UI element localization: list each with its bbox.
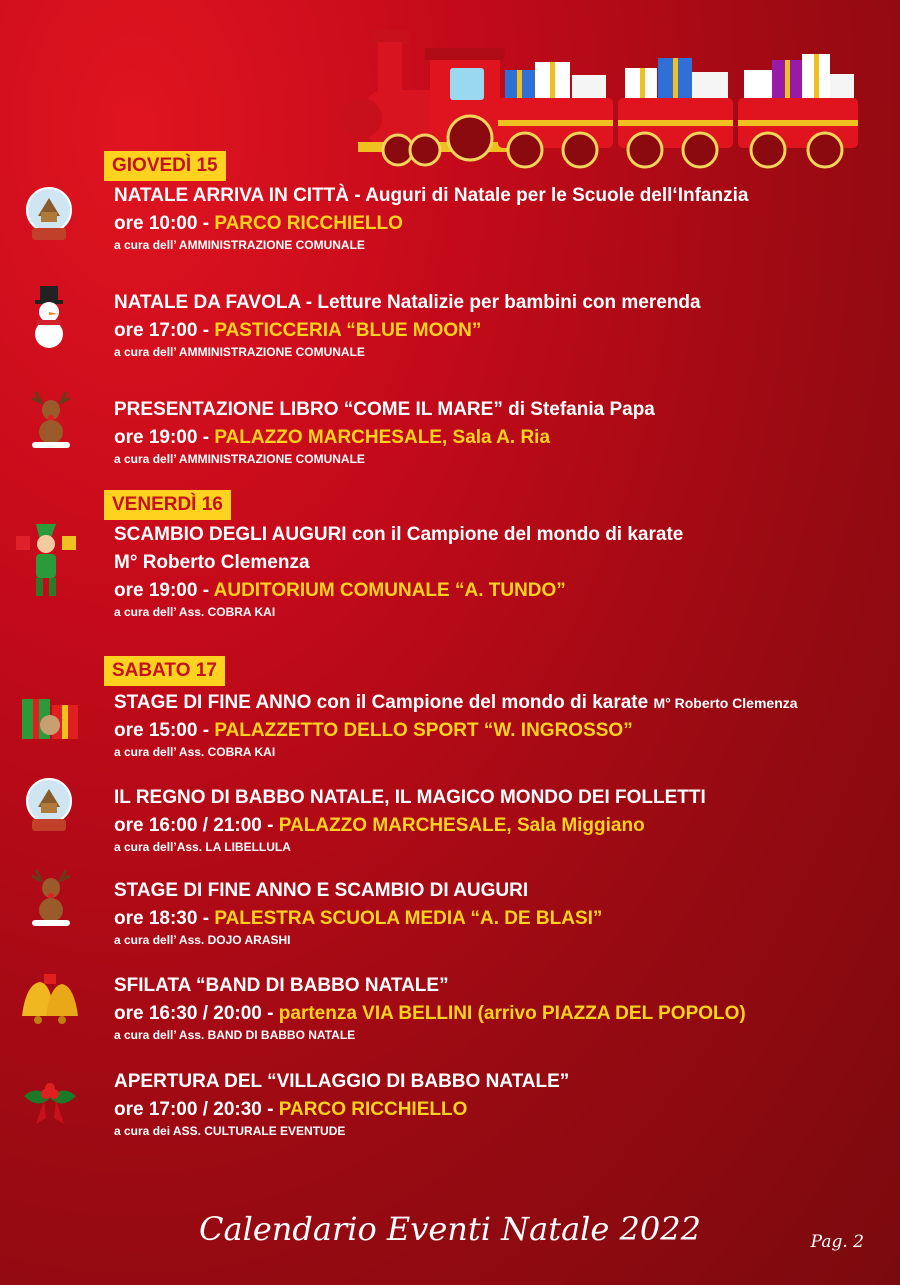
event-time: ore 19:00 - — [114, 427, 215, 448]
event-presentazione-libro — [114, 396, 890, 466]
bells-icon — [16, 972, 82, 1030]
event-title-rest: - Letture Natalizie per bambini con merenda — [300, 292, 701, 313]
event-organizer: a cura dei ASS. CULTURALE EVENTUDE — [114, 1124, 346, 1138]
event-organizer: a cura dell’ AMMINISTRAZIONE COMUNALE — [114, 452, 365, 466]
event-title-rest: - Auguri di Natale per le Scuole dell‘Infanzia — [349, 185, 749, 206]
event-title-line2: M° Roberto Clemenza — [114, 552, 310, 573]
reindeer-icon — [22, 866, 80, 930]
holly-icon — [20, 1070, 80, 1130]
event-title: NATALE ARRIVA IN CITTÀ — [114, 185, 350, 206]
snowman-icon — [20, 284, 78, 348]
event-location: PARCO RICCHIELLO — [214, 213, 403, 234]
event-organizer: a cura dell’ Ass. COBRA KAI — [114, 605, 276, 619]
event-title: STAGE DI FINE ANNO — [114, 692, 312, 713]
event-organizer: a cura dell’ Ass. COBRA KAI — [114, 745, 276, 759]
event-stage-fine-anno — [114, 689, 890, 759]
event-time: ore 16:00 / 21:00 - — [114, 815, 279, 836]
event-apertura-villaggio — [114, 1068, 890, 1138]
event-title: SCAMBIO DEGLI AUGURI — [114, 524, 347, 545]
event-location: AUDITORIUM COMUNALE “A. TUNDO” — [213, 580, 566, 601]
event-time: ore 17:00 / 20:30 - — [114, 1099, 279, 1120]
snow-globe-icon — [20, 182, 78, 246]
event-title: STAGE DI FINE ANNO E SCAMBIO DI AUGURI — [114, 880, 529, 901]
event-time: ore 19:00 - — [114, 580, 214, 601]
event-location: partenza VIA BELLINI (arrivo PIAZZA DEL POPOLO) — [278, 1003, 746, 1024]
event-location: PARCO RICCHIELLO — [278, 1099, 468, 1120]
event-organizer: a cura dell’ Ass. BAND DI BABBO NATALE — [114, 1028, 356, 1042]
reindeer-icon — [22, 388, 80, 452]
snow-globe-icon — [20, 773, 78, 837]
event-natale-arriva — [114, 182, 890, 252]
event-time: ore 17:00 - — [114, 320, 215, 341]
event-scambio-auguri — [114, 521, 890, 619]
event-natale-da-favola — [114, 289, 890, 359]
day-badge-friday: VENERDÌ 16 — [104, 490, 231, 520]
event-sfilata-band — [114, 972, 890, 1042]
event-title: IL REGNO DI BABBO NATALE, IL MAGICO MONDO DEI FOLLETTI — [114, 787, 706, 808]
page-number: Pag. 2 — [810, 1232, 864, 1252]
event-time: ore 10:00 - — [114, 213, 215, 234]
elf-icon — [14, 518, 78, 602]
event-organizer: a cura dell’Ass. LA LIBELLULA — [114, 840, 291, 854]
event-title: SFILATA “BAND DI BABBO NATALE” — [114, 975, 449, 996]
event-title: NATALE DA FAVOLA — [114, 292, 301, 313]
event-organizer: a cura dell’ AMMINISTRAZIONE COMUNALE — [114, 345, 365, 359]
event-time: ore 18:30 - — [114, 908, 215, 929]
event-location: PALAZZO MARCHESALE, Sala Miggiano — [278, 815, 645, 836]
event-title-small: M° Roberto Clemenza — [653, 695, 798, 711]
event-title: APERTURA DEL “VILLAGGIO DI BABBO NATALE” — [114, 1071, 570, 1092]
event-time: ore 16:30 / 20:00 - — [114, 1003, 279, 1024]
christmas-train-illustration — [340, 20, 865, 175]
event-location: PASTICCERIA “BLUE MOON” — [214, 320, 482, 341]
event-organizer: a cura dell’ Ass. DOJO ARASHI — [114, 933, 291, 947]
day-badge-saturday: SABATO 17 — [104, 656, 225, 686]
event-title-rest: con il Campione del mondo di karate — [346, 524, 684, 545]
event-title-rest: di Stefania Papa — [502, 399, 655, 420]
event-regno-babbo-natale — [114, 784, 890, 854]
event-stage-scambio-auguri — [114, 877, 890, 947]
event-location: PALAZZETTO DELLO SPORT “W. INGROSSO” — [214, 720, 633, 741]
event-organizer: a cura dell’ AMMINISTRAZIONE COMUNALE — [114, 238, 365, 252]
event-location: PALAZZO MARCHESALE, Sala A. Ria — [214, 427, 551, 448]
event-title: PRESENTAZIONE LIBRO “COME IL MARE” — [114, 399, 503, 420]
gifts-icon — [20, 685, 82, 745]
day-badge-thursday: GIOVEDÌ 15 — [104, 151, 226, 181]
footer-title: Calendario Eventi Natale 2022 — [199, 1210, 701, 1248]
event-location: PALESTRA SCUOLA MEDIA “A. DE BLASI” — [214, 908, 603, 929]
event-title-rest: con il Campione del mondo di karate — [311, 692, 654, 713]
event-time: ore 15:00 - — [114, 720, 215, 741]
